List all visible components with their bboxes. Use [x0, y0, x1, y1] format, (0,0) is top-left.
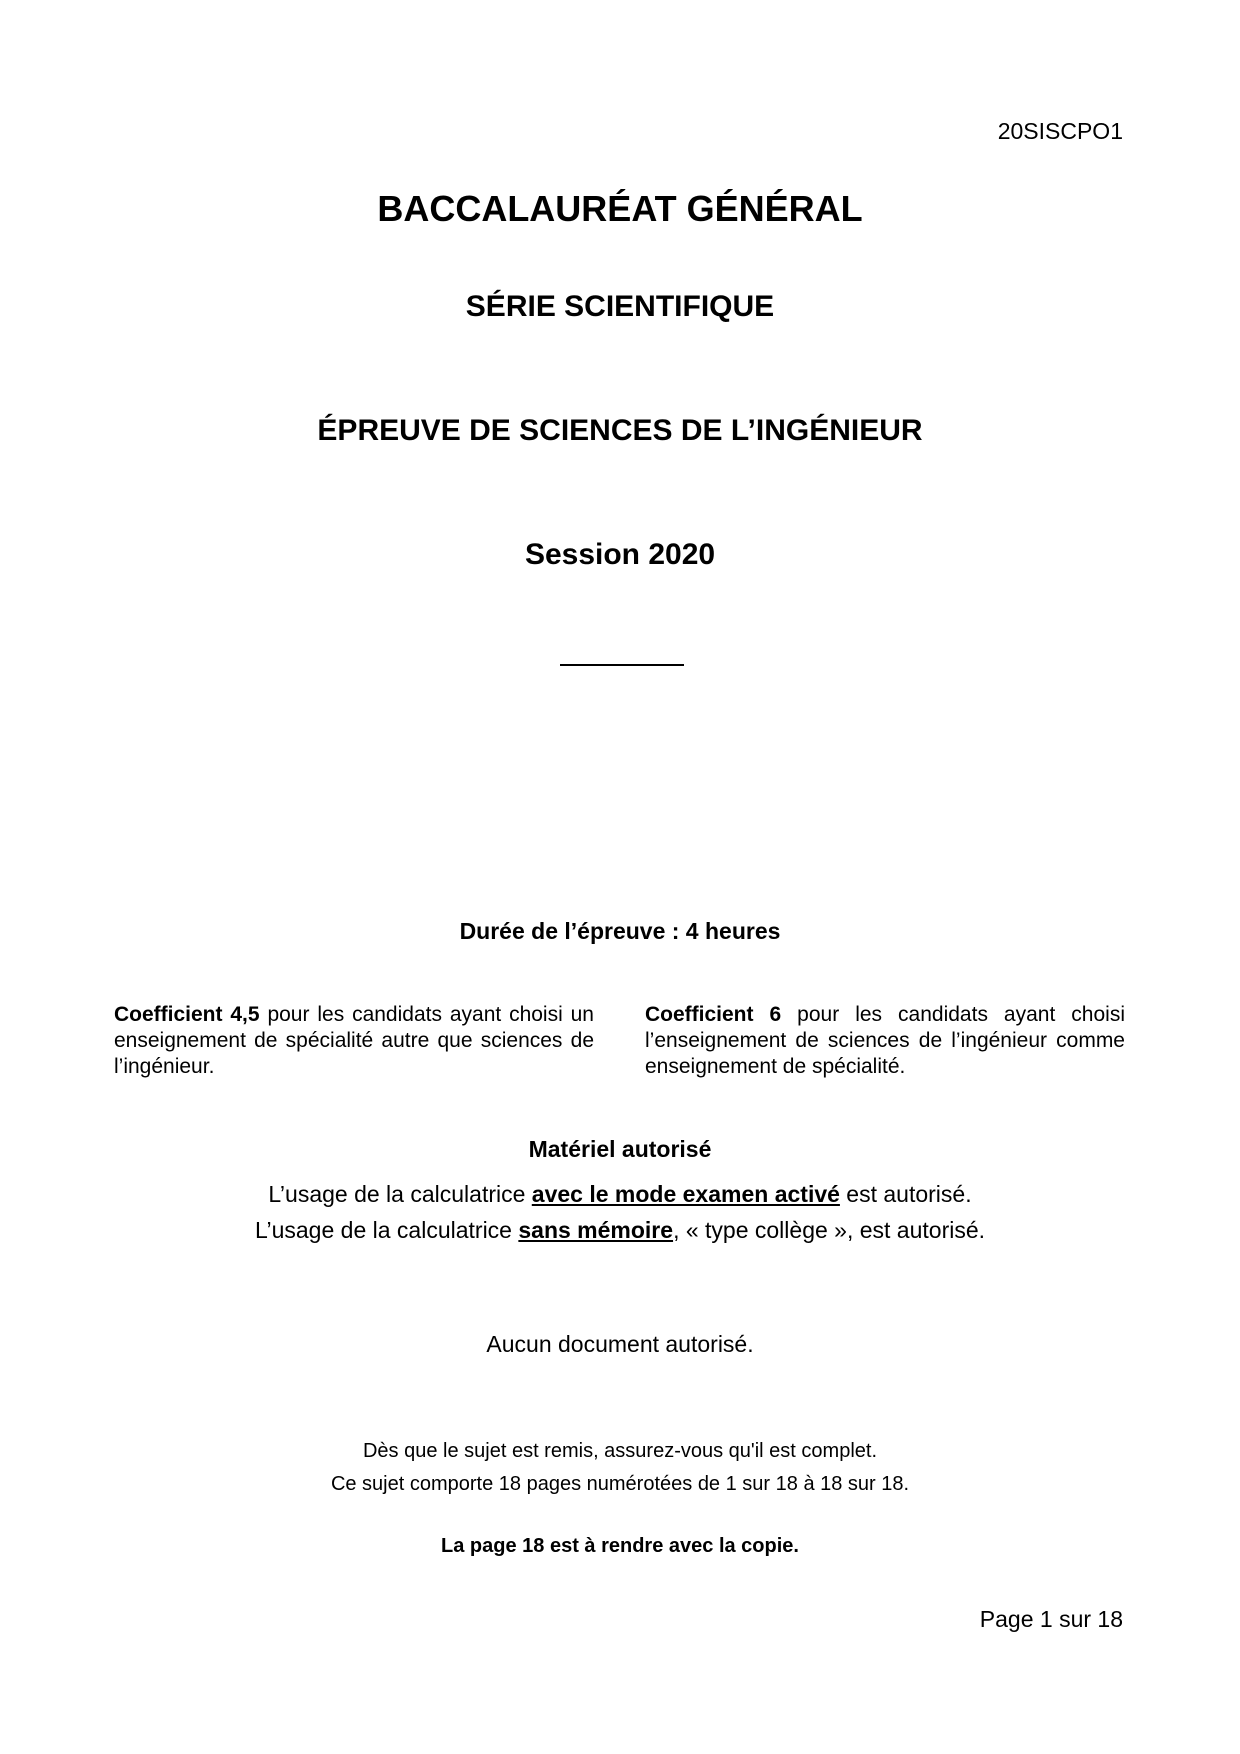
session-title: Session 2020 — [524, 538, 716, 571]
epreuve-title: ÉPREUVE DE SCIENCES DE L’INGÉNIEUR — [317, 414, 923, 447]
materiel-line1-before: L’usage de la calculatrice — [268, 1181, 532, 1207]
materiel-line2-after: , « type collège », est autorisé. — [673, 1217, 986, 1243]
materiel-line2-before: L’usage de la calculatrice — [254, 1217, 519, 1243]
page-number: Page 1 sur 18 — [979, 1606, 1123, 1632]
subject-code: 20SISCPO1 — [997, 118, 1123, 144]
coefficient-right — [645, 1002, 1125, 1080]
materiel-line2-emphasis: sans mémoire — [518, 1217, 674, 1243]
instruction-remis: Dès que le sujet est remis, assurez-vous qu'il est complet. — [362, 1440, 878, 1462]
materiel-line1-after: est autorisé. — [839, 1181, 972, 1207]
instruction-pages: Ce sujet comporte 18 pages numérotées de 1 sur 18 à 18 sur 18. — [330, 1473, 910, 1495]
serie-title: SÉRIE SCIENTIFIQUE — [465, 290, 775, 323]
page-title: BACCALAURÉAT GÉNÉRAL — [377, 188, 863, 229]
coefficient-left-label: Coefficient 4,5 — [114, 1003, 260, 1026]
materiel-line-calculatrice-examen — [0, 1181, 1240, 1208]
coefficient-right-text: pour les candidats ayant choisi l’enseignement de sciences de l’ingénieur comme enseignement de spécialité. — [645, 1003, 1125, 1078]
coefficient-left — [114, 1002, 594, 1080]
coefficient-right-label: Coefficient 6 — [645, 1003, 782, 1026]
coefficient-left-text: pour les candidats ayant choisi un enseignement de spécialité autre que sciences de l’ingénieur. — [114, 1003, 594, 1078]
instruction-rendre: La page 18 est à rendre avec la copie. — [441, 1535, 799, 1557]
materiel-line-calculatrice-college — [0, 1217, 1240, 1244]
aucun-document: Aucun document autorisé. — [486, 1331, 754, 1357]
duree-epreuve: Durée de l’épreuve : 4 heures — [459, 918, 781, 944]
materiel-line1-emphasis: avec le mode examen activé — [531, 1181, 840, 1207]
divider — [560, 664, 684, 666]
materiel-title: Matériel autorisé — [528, 1136, 712, 1162]
